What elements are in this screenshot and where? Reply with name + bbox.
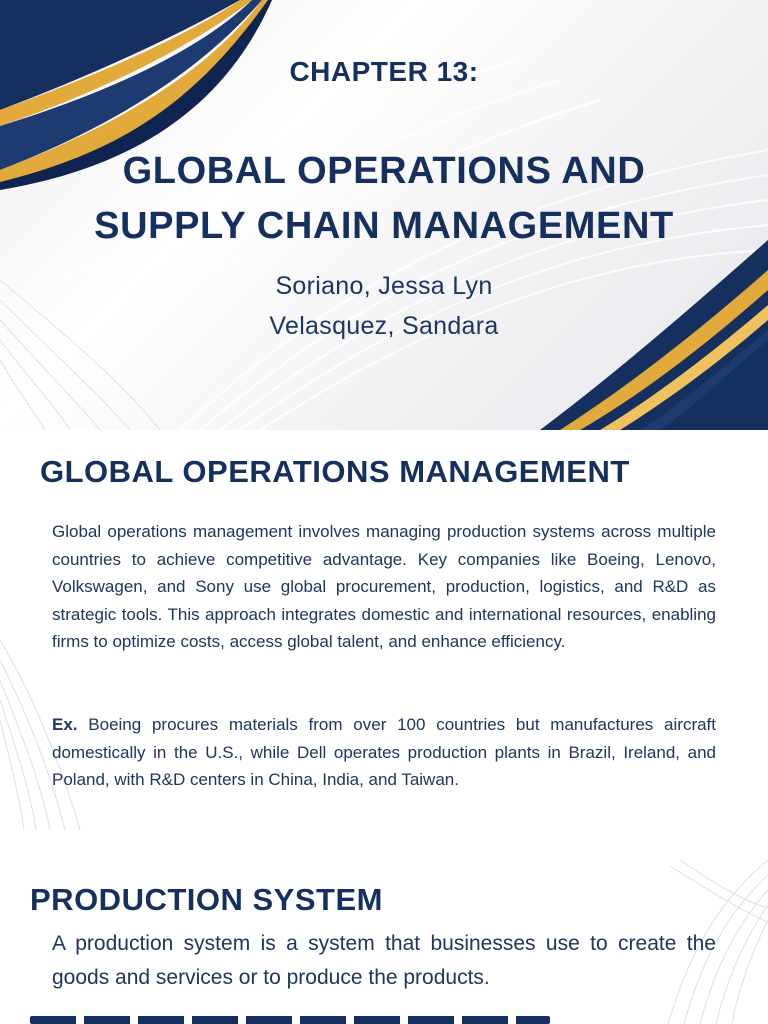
example-label: Ex. [52,715,78,734]
title-line-1: GLOBAL OPERATIONS AND [122,150,646,192]
content-slide [0,430,768,1024]
section-heading-global-operations: GLOBAL OPERATIONS MANAGEMENT [40,454,630,489]
author-name: Velasquez, Sandara [269,312,499,340]
section-paragraph: Global operations management involves managing production systems across multiple countries to achieve competitive advantage. Key companies like Boeing, Lenovo, Volkswagen, and Sony use global procurement, production, logistics, and R&D as strategic tools. This approach integrates domestic and international resources, enabling firms to optimize costs, access global talent, and enhance efficiency. [52,522,716,651]
section-paragraph: A production system is a system that businesses use to create the goods and services or to produce the products. [52,932,716,989]
next-heading-cutoff [30,1016,550,1024]
title-line-2: SUPPLY CHAIN MANAGEMENT [94,205,674,247]
cover-slide [0,0,768,430]
author-name: Soriano, Jessa Lyn [275,272,493,300]
page-title [0,144,768,254]
chapter-label: CHAPTER 13: [289,56,479,87]
section-heading-production-system: PRODUCTION SYSTEM [30,882,383,917]
example-text: Boeing procures materials from over 100 countries but manufactures aircraft domestically in the U.S., while Dell operates production plants in Brazil, Ireland, and Poland, with R&D centers in China, India, and Taiwan. [52,715,716,789]
author-list [0,266,768,346]
example-paragraph [52,711,716,794]
